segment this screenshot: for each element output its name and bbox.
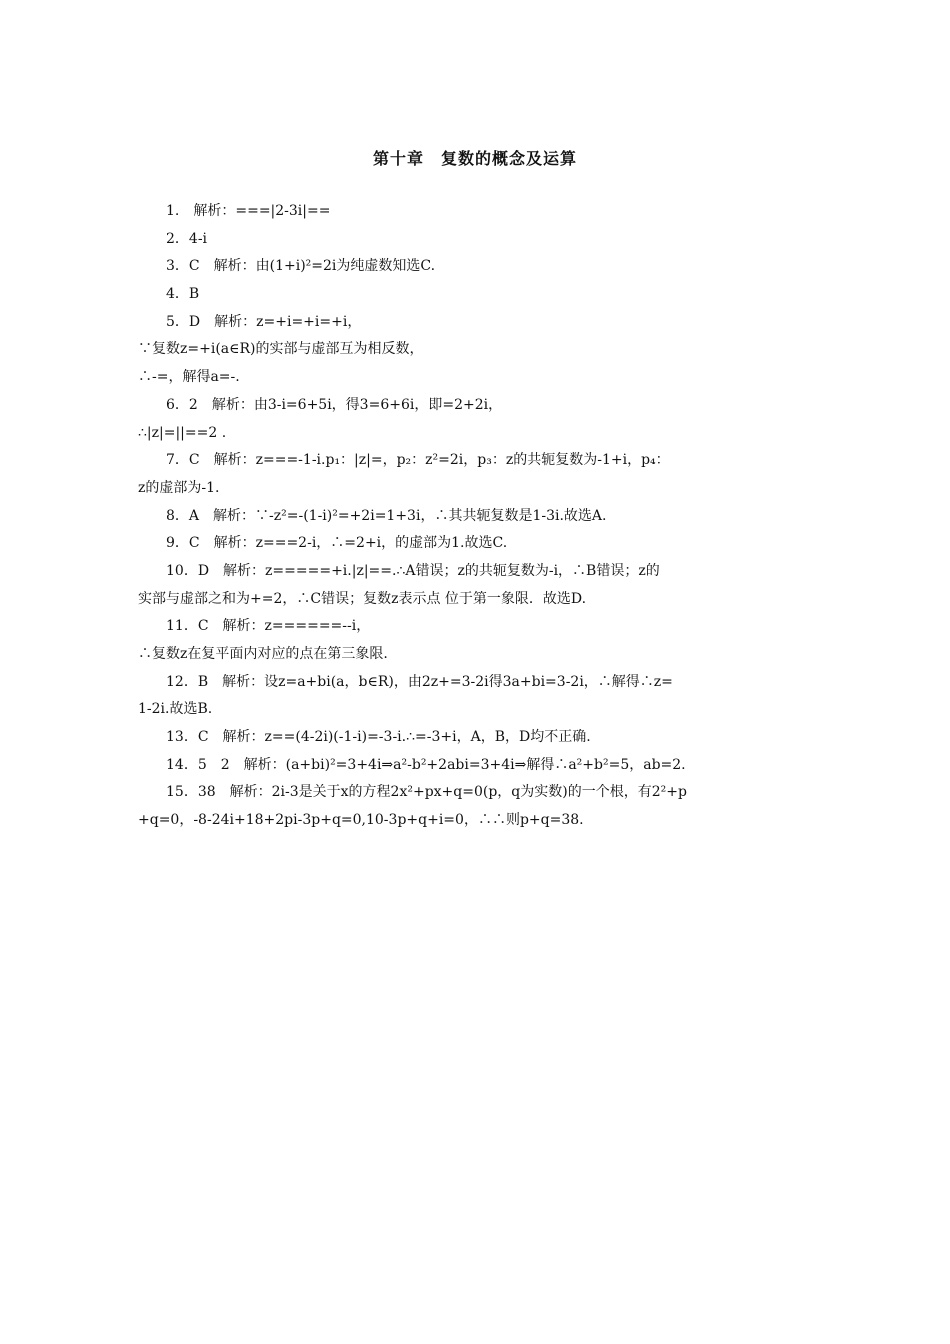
answer-line: +q=0，-8-24i+18+2pi-3p+q=0,10-3p+q+i=0，∴∴则p+q=38.	[138, 812, 584, 829]
answer-line: 实部与虚部之和为+=2，∴C错误；复数z表示点 位于第一象限．故选D.	[138, 590, 587, 607]
answer-line: 15．38 解析：2i-3是关于x的方程2x²+px+q=0(p，q为实数)的一个根，有2²+p	[166, 784, 687, 801]
answer-line: ∴复数z在复平面内对应的点在第三象限.	[138, 646, 388, 662]
answer-line: 3．C 解析：由(1+i)²=2i为纯虚数知选C.	[166, 258, 436, 275]
answer-line: ∴-=，解得a=-.	[138, 369, 240, 386]
answer-line: z的虚部为-1.	[138, 479, 220, 496]
answer-line: 13．C 解析：z==(4-2i)(-1-i)=-3-i.∴=-3+i，A，B，D均不正确.	[166, 729, 591, 746]
answer-line: 4．B	[166, 286, 200, 303]
answer-line: 12．B 解析：设z=a+bi(a，b∈R)，由2z+=3-2i得3a+bi=3-2i，∴解得∴z=	[166, 673, 673, 690]
answer-line: 11．C 解析：z======--i，	[166, 618, 371, 635]
answer-line: 1-2i.故选B.	[138, 701, 213, 718]
answer-line: 7．C 解析：z===-1-i.p₁：|z|=，p₂：z²=2i，p₃：z的共轭复数为-1+i，p₄：	[166, 452, 670, 469]
answer-line: 10．D 解析：z=====+i.|z|==.∴A错误；z的共轭复数为-i，∴B错误；z的	[166, 562, 660, 579]
answer-line: 5．D 解析：z=+i=+i=+i，	[166, 313, 362, 330]
page-title: 第十章 复数的概念及运算	[372, 149, 577, 168]
answer-line: ∴|z|=||==2 .	[138, 424, 227, 441]
answer-line: 6．2 解析：由3-i=6+5i，得3=6+6i，即=2+2i，	[166, 396, 503, 413]
answer-line: 8．A 解析：∵-z²=-(1-i)²=+2i=1+3i，∴其共轭复数是1-3i.故选A.	[166, 507, 607, 524]
answer-line: 14．5 2 解析：(a+bi)²=3+4i⇒a²-b²+2abi=3+4i⇒解得∴a²+b²=5，ab=2.	[166, 756, 686, 773]
answer-body	[138, 198, 816, 835]
answer-line: 9．C 解析：z===2-i，∴=2+i，的虚部为1.故选C.	[166, 535, 508, 552]
answer-line: 2．4-i	[166, 230, 208, 247]
answer-line: 1. 解析：===|2-3i|==	[166, 203, 331, 219]
answer-line: ∵复数z=+i(a∈R)的实部与虚部互为相反数，	[138, 341, 424, 358]
